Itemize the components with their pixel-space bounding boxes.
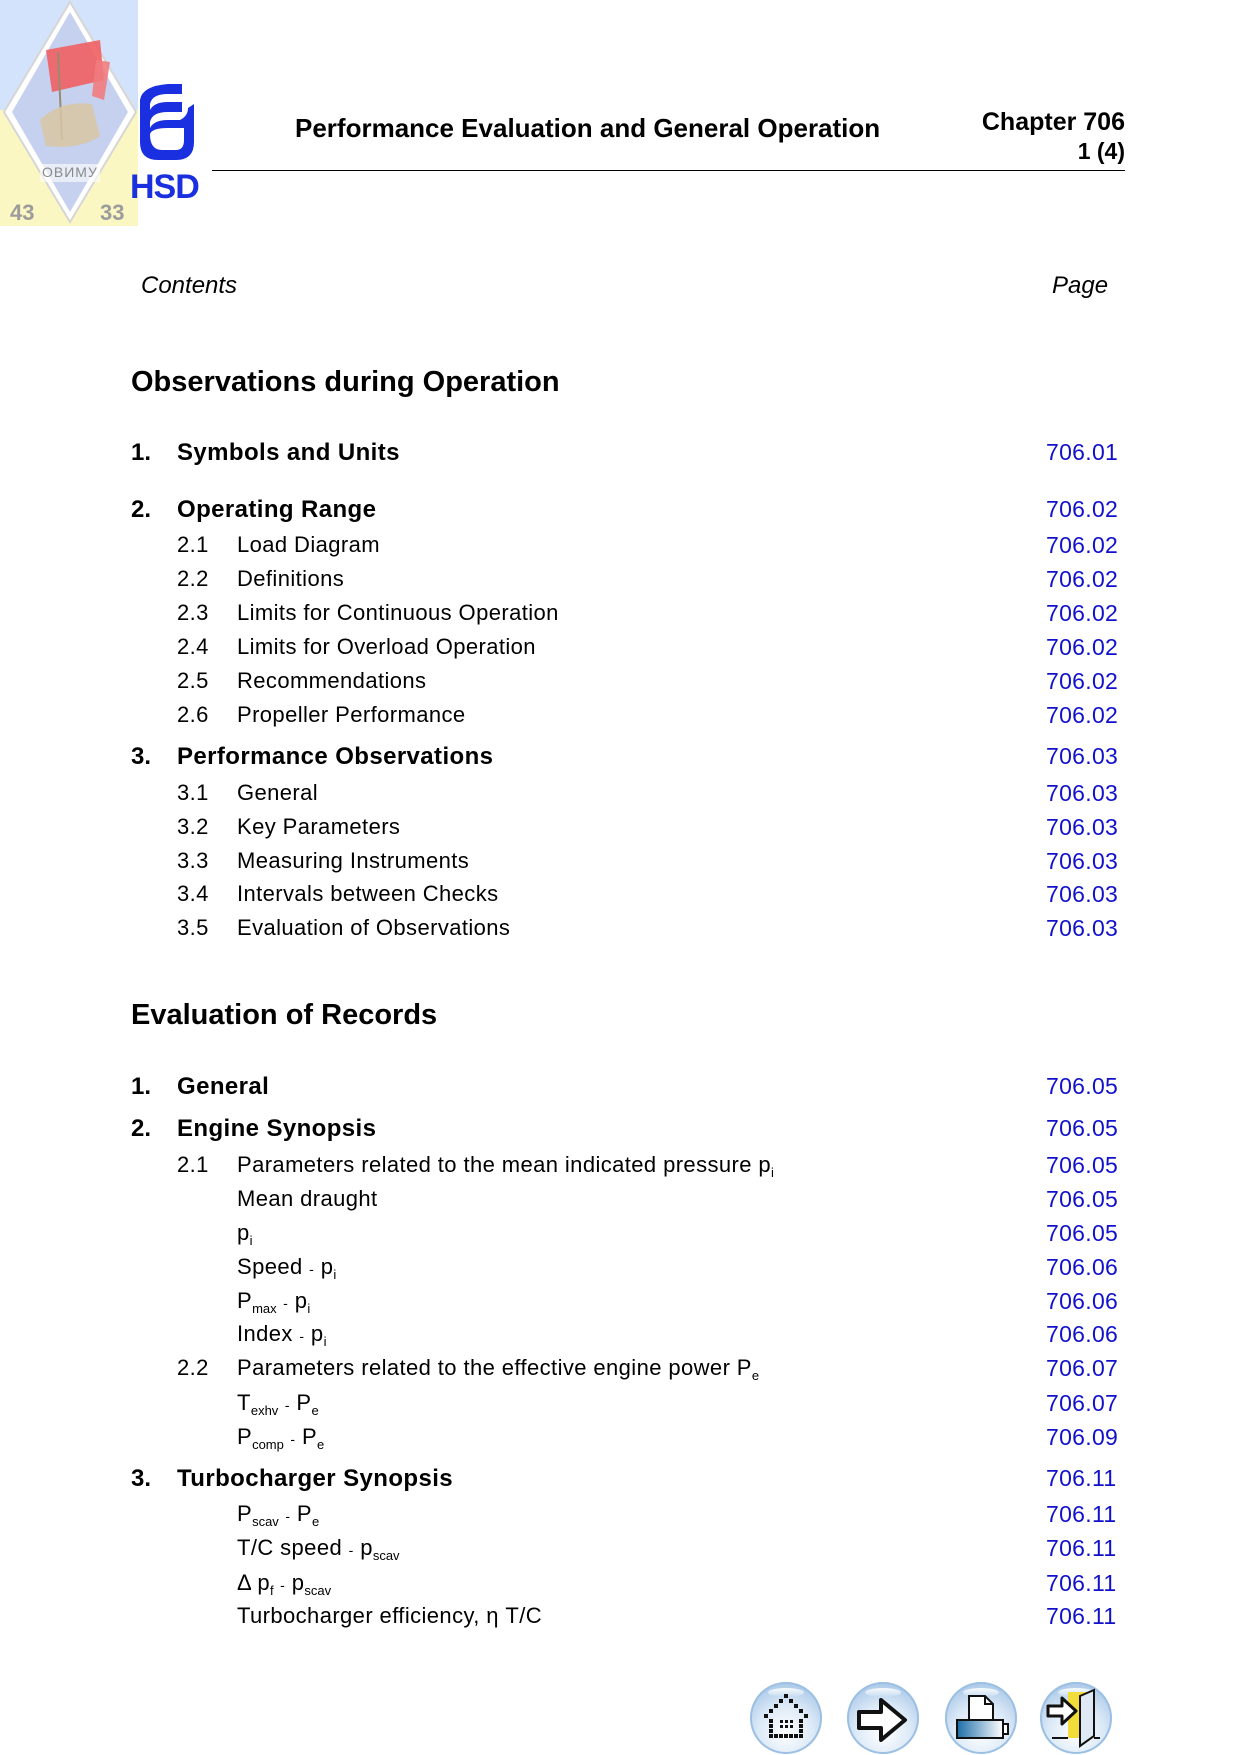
entry-label: Performance Observations [177, 743, 494, 770]
page-link[interactable]: 706.05 [1046, 1115, 1119, 1141]
page-link[interactable]: 706.03 [1046, 881, 1119, 907]
entry-label: $P_{comp} - P_e$ [237, 1424, 325, 1452]
toc-entry[interactable] [0, 780, 1240, 810]
entry-label: Key Parameters [237, 814, 401, 839]
toc-entry[interactable] [0, 848, 1240, 878]
entry-number: 3. [131, 743, 152, 770]
entry-number: 2.2 [177, 1355, 209, 1380]
entry-number: 1. [131, 439, 152, 466]
toc-entry[interactable] [0, 1355, 1240, 1385]
toc-entry[interactable] [0, 1501, 1240, 1531]
entry-number: 3.4 [177, 881, 209, 906]
entry-number: 3.2 [177, 814, 209, 839]
page-link[interactable]: 706.07 [1046, 1390, 1119, 1416]
entry-number: 2. [131, 496, 152, 523]
toc-entry[interactable] [0, 634, 1240, 664]
toc-entry[interactable] [0, 743, 1240, 773]
entry-label: Parameters related to the effective engine power $P_e$ [237, 1355, 760, 1383]
toc-entry[interactable] [0, 1288, 1240, 1318]
badge-number-left: 43 [10, 200, 35, 225]
page-link[interactable]: 706.02 [1046, 566, 1119, 592]
entry-number: 1. [131, 1073, 152, 1100]
toc-entry[interactable] [0, 1570, 1240, 1600]
badge-text: ОВИМУ [42, 164, 98, 180]
toc-entry[interactable] [0, 668, 1240, 698]
badge-emblem-icon [0, 0, 138, 226]
toc-entry[interactable] [0, 1186, 1240, 1216]
section-heading-observations: Observations during Operation [131, 366, 560, 398]
toc-entry[interactable] [0, 881, 1240, 911]
page-link[interactable]: 706.02 [1046, 496, 1119, 522]
toc-entry[interactable] [0, 1220, 1240, 1250]
document-title: Performance Evaluation and General Operation [295, 113, 881, 143]
page-link[interactable]: 706.03 [1046, 915, 1119, 941]
chapter-info [982, 108, 1125, 166]
exit-door-icon [1040, 1682, 1112, 1754]
page-link[interactable]: 706.11 [1046, 1603, 1117, 1629]
page-counter: 1 (4) [1077, 138, 1125, 164]
page-link[interactable]: 706.11 [1046, 1465, 1117, 1491]
entry-label: General [237, 780, 319, 805]
toc-entry[interactable] [0, 600, 1240, 630]
entry-label: $P_{max} - p_i$ [237, 1288, 311, 1316]
toc-entry[interactable] [0, 439, 1240, 469]
entry-label: T/C speed - $p_{scav}$ [237, 1535, 400, 1563]
entry-number: 2.1 [177, 532, 209, 557]
toc-entry[interactable] [0, 1424, 1240, 1454]
badge-number-right: 33 [100, 200, 125, 225]
chapter-number: Chapter 706 [981, 108, 1125, 136]
page-link[interactable]: 706.01 [1046, 439, 1119, 465]
page-link[interactable]: 706.09 [1046, 1424, 1119, 1450]
page-link[interactable]: 706.02 [1046, 668, 1119, 694]
page-column-label: Page [1052, 272, 1109, 299]
entry-label: Intervals between Checks [237, 881, 499, 906]
entry-label: Recommendations [237, 668, 427, 693]
page-link[interactable]: 706.07 [1046, 1355, 1119, 1381]
toc-entry[interactable] [0, 1465, 1240, 1495]
toc-entry[interactable] [0, 1321, 1240, 1351]
entry-label: Load Diagram [237, 532, 380, 557]
toc-entry[interactable] [0, 1603, 1240, 1633]
page-link[interactable]: 706.11 [1046, 1570, 1117, 1596]
entry-label: $T_{exhv} - P_e$ [237, 1390, 319, 1418]
entry-label: Mean draught [237, 1186, 378, 1211]
page-link[interactable]: 706.11 [1046, 1501, 1117, 1527]
entry-number: 2.3 [177, 600, 209, 625]
institution-badge [0, 0, 138, 226]
page-link[interactable]: 706.05 [1046, 1073, 1119, 1099]
home-button[interactable] [750, 1682, 822, 1754]
exit-button[interactable] [1040, 1682, 1112, 1754]
entry-number: 2. [131, 1115, 152, 1142]
page-link[interactable]: 706.02 [1046, 634, 1119, 660]
entry-label: Limits for Continuous Operation [237, 600, 559, 625]
entry-label: Definitions [237, 566, 345, 591]
entry-number: 2.2 [177, 566, 209, 591]
page-link[interactable]: 706.05 [1046, 1220, 1119, 1246]
toc-entry[interactable] [0, 1535, 1240, 1565]
entry-label: Turbocharger Synopsis [177, 1465, 454, 1492]
toc-entry[interactable] [0, 702, 1240, 732]
entry-label: Symbols and Units [177, 439, 400, 466]
entry-label: General [177, 1073, 270, 1100]
page-link[interactable]: 706.02 [1046, 702, 1119, 728]
page-link[interactable]: 706.11 [1046, 1535, 1117, 1561]
print-button[interactable] [945, 1682, 1017, 1754]
printer-icon [945, 1682, 1017, 1754]
arrow-right-icon [847, 1682, 919, 1754]
entry-label: Speed - $p_i$ [237, 1254, 337, 1282]
entry-label: Limits for Overload Operation [237, 634, 536, 659]
entry-label: Engine Synopsis [177, 1115, 377, 1142]
page-link[interactable]: 706.03 [1046, 780, 1119, 806]
entry-number: 2.5 [177, 668, 209, 693]
next-page-button[interactable] [847, 1682, 919, 1754]
page-link[interactable]: 706.06 [1046, 1321, 1119, 1347]
toc-entry[interactable] [0, 1152, 1240, 1182]
entry-number: 3. [131, 1465, 152, 1492]
contents-label: Contents [141, 272, 238, 299]
page-link[interactable]: 706.03 [1046, 743, 1119, 769]
toc-entry[interactable] [0, 1073, 1240, 1103]
entry-label: Turbocharger efficiency, η T/C [237, 1603, 543, 1628]
page-link[interactable]: 706.05 [1046, 1152, 1119, 1178]
entry-number: 2.4 [177, 634, 209, 659]
entry-number: 3.5 [177, 915, 209, 940]
toc-entry[interactable] [0, 566, 1240, 596]
page-link[interactable]: 706.05 [1046, 1186, 1119, 1212]
entry-number: 2.6 [177, 702, 209, 727]
logo-text: HSD [130, 168, 199, 206]
toc-entry[interactable] [0, 496, 1240, 526]
entry-label: Propeller Performance [237, 702, 466, 727]
page-link[interactable]: 706.06 [1046, 1254, 1119, 1280]
entry-number: 3.3 [177, 848, 209, 873]
entry-label: Evaluation of Observations [237, 915, 511, 940]
home-icon [750, 1682, 822, 1754]
toc-entry[interactable] [0, 532, 1240, 562]
entry-label: Δ $p_f - p_{scav}$ [237, 1570, 332, 1598]
entry-label: Measuring Instruments [237, 848, 470, 873]
page-link[interactable]: 706.02 [1046, 600, 1119, 626]
page-link[interactable]: 706.06 [1046, 1288, 1119, 1314]
section-heading-evaluation: Evaluation of Records [131, 999, 438, 1031]
hsd-logo [128, 82, 198, 206]
hsd-logo-icon [128, 82, 198, 172]
entry-number: 2.1 [177, 1152, 209, 1177]
page-link[interactable]: 706.03 [1046, 848, 1119, 874]
entry-label: $P_{scav} - P_e$ [237, 1501, 320, 1529]
toc-entry[interactable] [0, 814, 1240, 844]
entry-label: $p_i$ [237, 1220, 253, 1248]
toc-entry[interactable] [0, 1390, 1240, 1420]
page-link[interactable]: 706.03 [1046, 814, 1119, 840]
toc-entry[interactable] [0, 1254, 1240, 1284]
toc-entry[interactable] [0, 1115, 1240, 1145]
toc-entry[interactable] [0, 915, 1240, 945]
entry-number: 3.1 [177, 780, 209, 805]
entry-label: Parameters related to the mean indicated pressure $p_i$ [237, 1152, 774, 1180]
entry-label: Index - $p_i$ [237, 1321, 327, 1349]
entry-label: Operating Range [177, 496, 377, 523]
header-divider [212, 170, 1125, 171]
page-link[interactable]: 706.02 [1046, 532, 1119, 558]
